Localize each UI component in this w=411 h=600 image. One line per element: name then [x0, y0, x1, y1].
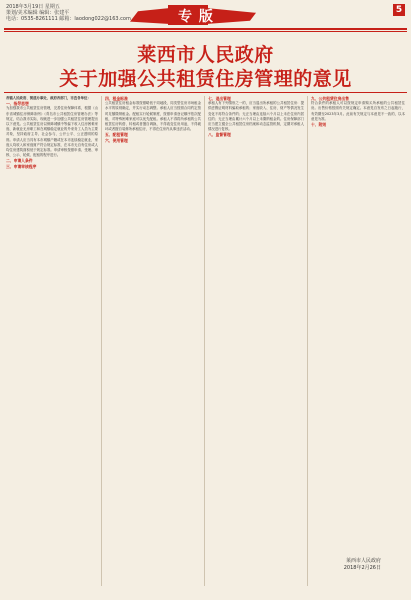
banner-brush-left	[130, 8, 170, 24]
column1-heading1: 各镇人民政府、街道办事处，政府各部门，市直各单位：	[6, 96, 91, 100]
column3-body: 承租人有下列情形之一的，应当退出所承租的公共租赁住房：提供虚假证明材料骗取承租的；家庭收入、住房、财产等情况发生变化不再符合条件的；无正当理由连续六个月以上未在住房内居住的；无正当理由累计六个月以上未缴纳租金的。住房保障部门应当建立健全公共租赁住房档案和动态监管机制，定期对承租人情况进行复核。	[208, 101, 304, 132]
column-divider	[101, 96, 102, 586]
headline-rule	[4, 92, 407, 93]
signature-block	[344, 558, 381, 572]
column2-body: 公共租赁住房租金标准按照略低于同地段、同类型住房市场租金水平的原则确定，并实行动态调整。承租人应当按照合同约定按时足额缴纳租金。配租实行轮候制度，按照申请登记顺序依次配租，对特殊困难家庭可以优先配租。承租人不得将所承租的公共租赁住房转借、转租或者擅自调换，不得改变住房用途，不得破坏或者擅自装修所承租住房，不得在住房内从事违法活动。	[105, 101, 201, 132]
column2-heading1: 四、租金标准	[105, 96, 128, 101]
headline-line1: 莱西市人民政府	[137, 44, 274, 66]
issuer-name: 莱西市人民政府	[345, 558, 381, 564]
page-number: 5	[393, 4, 405, 16]
header-editor: 策划/美术编辑 编辑：张建平	[6, 10, 70, 16]
column1-heading2: 一、指导思想	[6, 101, 29, 107]
column1-heading4: 三、申请审核程序	[6, 163, 37, 169]
section-banner: 专 版	[178, 9, 214, 25]
header-contact: 电话：0535-8261111 邮箱：laodong022@163.com	[6, 16, 131, 22]
column1-heading3: 二、申请人条件	[6, 158, 33, 164]
article-column-4	[311, 96, 405, 536]
issue-date: 2018年2月26日	[343, 565, 381, 571]
column4-heading1: 九、公共租赁住房出售	[311, 96, 349, 101]
column4-body: 符合条件的承租人可以按规定申请购买所承租的公共租赁住房。出售价格按照有关规定确定。本意见自发布之日起施行，有效期至2023年3月。此前有关规定与本意见不一致的，以本意见为准。	[311, 101, 405, 121]
column4-heading2: 十、附则	[311, 122, 327, 128]
header-rule-thin	[4, 31, 407, 32]
article-column-1	[6, 96, 98, 586]
column3-heading2: 八、监督管理	[208, 132, 231, 138]
article-column-3	[208, 96, 304, 586]
column-divider	[204, 96, 205, 586]
article-column-2	[105, 96, 201, 586]
headline-line2: 关于加强公共租赁住房管理的意见	[59, 68, 352, 90]
column-divider	[307, 96, 308, 586]
header-date: 2018年3月19日 星期五	[6, 4, 60, 10]
column1-body: 为加强我市公共租赁住房管理，完善住房保障体系，根据《山东省城镇住房保障条例》《青岛市公共租赁住房管理办法》等规定，结合我市实际，现就进一步加强公共租赁住房管理提出以下意见。公共租赁住房以保障城镇中等偏下收入住房困难家庭、新就业无房职工和在城镇稳定就业的外来务工人员为主要对象，坚持政府主导、社会参与、公开公平、公正透明的原则。申请人应当具有本市城镇户籍或在本市连续稳定就业，家庭人均收入和家庭财产符合规定标准，在本市无自有住房或人均住房建筑面积低于规定标准。申请审核按照申请、受理、审核、公示、轮候、配租的程序进行。	[6, 106, 98, 158]
column3-heading1: 七、退出管理	[208, 96, 231, 101]
header-rule	[4, 28, 407, 30]
column2-heading3: 六、使用管理	[105, 137, 128, 143]
header-meta	[6, 4, 131, 22]
column2-heading2: 五、配租管理	[105, 132, 128, 138]
